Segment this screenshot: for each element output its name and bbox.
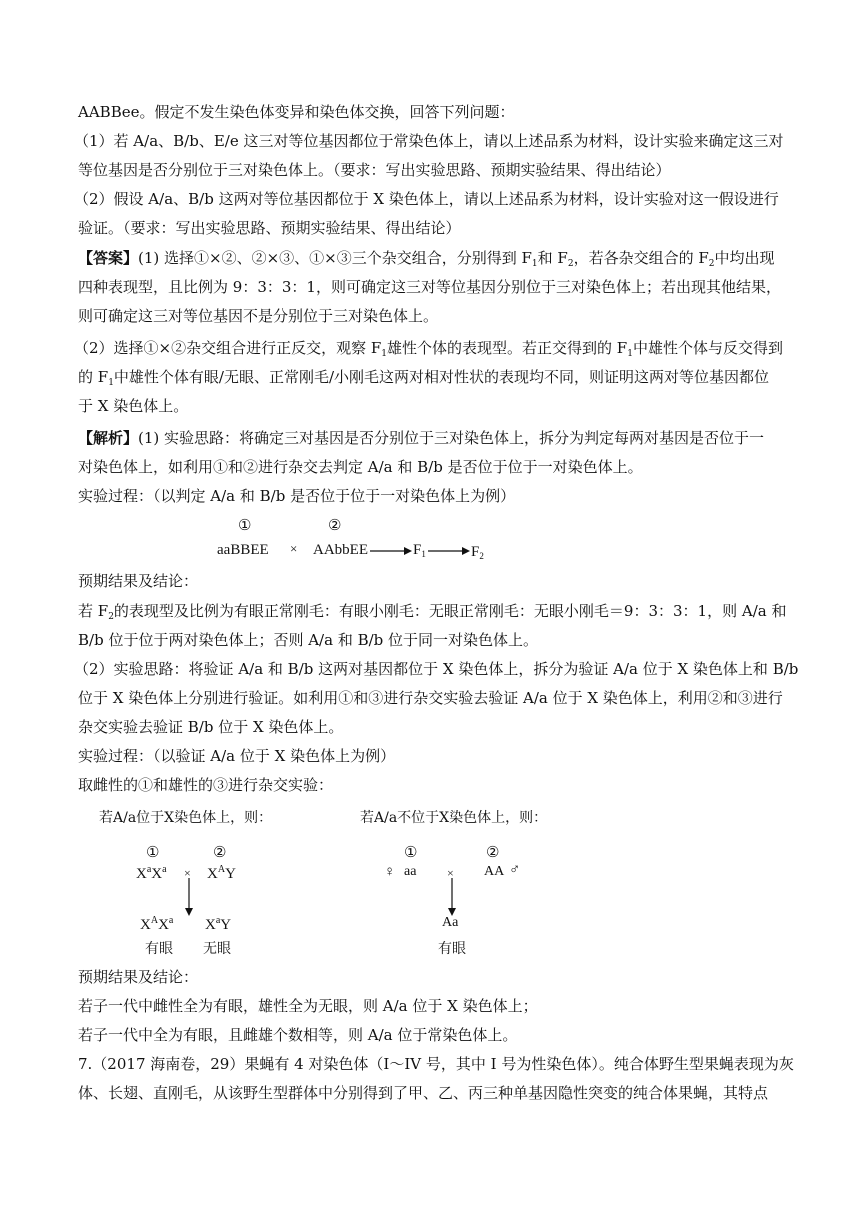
analysis-line: 若 $F_2$的表现型及比例为有眼正常刚毛：有眼小刚毛：无眼正常刚毛：无眼小刚毛＝9：3：3：1，则 A/a 和 <box>78 602 787 622</box>
text-line: 位于 X 染色体上分别进行验证。如利用①和③进行杂交实验去验证 A/a 位于 X 染色体上，利用②和③进行 <box>78 689 783 707</box>
text-line: AABBee。假定不发生染色体变异和染色体交换，回答下列问题： <box>78 103 515 121</box>
text-line: 杂交实验去验证 B/b 位于 X 染色体上。 <box>78 718 344 736</box>
text-line: 预期结果及结论： <box>78 572 199 590</box>
f2-label: $F_2$ <box>471 544 484 561</box>
male-symbol-icon: ♂ <box>509 862 521 878</box>
answer-line: 【答案】(1) 选择①×②、②×③、①×③三个杂交组合，分别得到 $F_1$和 $F_2$，若各杂交组合的 $F_2$中均出现 <box>78 249 775 269</box>
offspring-male-genotype: $X^aY$ <box>205 915 232 933</box>
male-genotype: $X^AY$ <box>207 864 236 882</box>
offspring-genotype: Aa <box>442 915 459 930</box>
answer-line: 的 $F_1$中雄性个体有眼/无眼、正常刚毛/小刚毛这两对相对性状的表现均不同，则证明这两对等位基因都位 <box>78 368 770 388</box>
phenotype-label: 有眼 <box>438 941 466 957</box>
phenotype-label: 无眼 <box>203 941 231 957</box>
male-genotype: AA <box>484 864 505 879</box>
marker-2: ② <box>486 845 500 861</box>
phenotype-label: 有眼 <box>145 941 173 957</box>
offspring-female-genotype: $X^AX^a$ <box>140 915 174 933</box>
female-genotype: $X^aX^a$ <box>136 864 167 882</box>
female-symbol-icon: ♀ <box>384 864 396 880</box>
answer-line: （2）选择①×②杂交组合进行正反交，观察 $F_1$雄性个体的表现型。若正交得到的 $F_1$中雄性个体与反交得到 <box>74 339 783 359</box>
text-line: 对染色体上，如利用①和②进行杂交去判定 A/a 和 B/b 是否位于位于一对染色体上。 <box>78 458 643 476</box>
f1-label: $F_1$ <box>413 542 426 559</box>
text-line: 四种表现型，且比例为 9：3：3：1，则可确定这三对等位基因分别位于三对染色体上；若出现其他结果， <box>78 278 781 296</box>
text-line: 实验过程：（以验证 A/a 位于 X 染色体上为例） <box>78 747 396 765</box>
caption-left: 若A/a位于X染色体上，则： <box>99 810 273 826</box>
text-line: 等位基因是否分别位于三对染色体上。（要求：写出实验思路、预期实验结果、得出结论） <box>78 161 671 179</box>
text-line: B/b 位于位于两对染色体上；否则 A/a 和 B/b 位于同一对染色体上。 <box>78 631 539 649</box>
text-line: 若子一代中全为有眼，且雌雄个数相等，则 A/a 位于常染色体上。 <box>78 1026 518 1044</box>
marker-1: ① <box>404 845 418 861</box>
text-line: 取雌性的①和雄性的③进行杂交实验： <box>78 776 334 794</box>
text-line: 于 X 染色体上。 <box>78 397 189 415</box>
text-line: 若子一代中雌性全为有眼，雄性全为无眼，则 A/a 位于 X 染色体上； <box>78 997 538 1015</box>
marker-2: ② <box>213 845 227 861</box>
text-line: 验证。（要求：写出实验思路、预期实验结果、得出结论） <box>78 219 461 237</box>
marker-1: ① <box>146 845 160 861</box>
text-line: （1）若 A/a、B/b、E/e 这三对等位基因都位于常染色体上，请以上述品系为材料，设计实验来确定这三对 <box>74 132 784 150</box>
female-genotype: aa <box>404 864 417 879</box>
text-line: 实验过程：（以判定 A/a 和 B/b 是否位于位于一对染色体上为例） <box>78 487 516 505</box>
cross-symbol: × <box>184 866 191 880</box>
parent-genotype-2: AAbbEE <box>313 542 368 558</box>
answer-tag: 【答案】 <box>78 249 139 267</box>
cross-symbol: × <box>290 541 298 556</box>
text-line: 预期结果及结论： <box>78 968 199 986</box>
text-line: （2）假设 A/a、B/b 这两对等位基因都位于 X 染色体上，请以上述品系为材料，设计实验对这一假设进行 <box>74 190 779 208</box>
marker-1: ① <box>238 518 252 534</box>
analysis-tag: 【解析】 <box>78 429 139 447</box>
text-line: 7.（2017 海南卷，29）果蝇有 4 对染色体（I～IV 号，其中 I 号为性染色体）。纯合体野生型果蝇表现为灰 <box>78 1055 794 1073</box>
text-line: 体、长翅、直刚毛，从该野生型群体中分别得到了甲、乙、丙三种单基因隐性突变的纯合体果蝇，其特点 <box>78 1084 769 1102</box>
cross-symbol: × <box>447 866 454 880</box>
parent-genotype-1: aaBBEE <box>217 542 269 558</box>
caption-right: 若A/a不位于X染色体上，则： <box>360 810 548 826</box>
analysis-line: 【解析】(1) 实验思路：将确定三对基因是否分别位于三对染色体上，拆分为判定每两对基因是否位于一 <box>78 429 765 447</box>
down-arrow-icon <box>446 878 458 918</box>
marker-2: ② <box>328 518 342 534</box>
text-line: （2）实验思路：将验证 A/a 和 B/b 这两对基因都位于 X 染色体上，拆分为验证 A/a 位于 X 染色体上和 B/b <box>74 660 799 678</box>
text-line: 则可确定这三对等位基因不是分别位于三对染色体上。 <box>78 307 439 325</box>
down-arrow-icon <box>183 878 195 918</box>
